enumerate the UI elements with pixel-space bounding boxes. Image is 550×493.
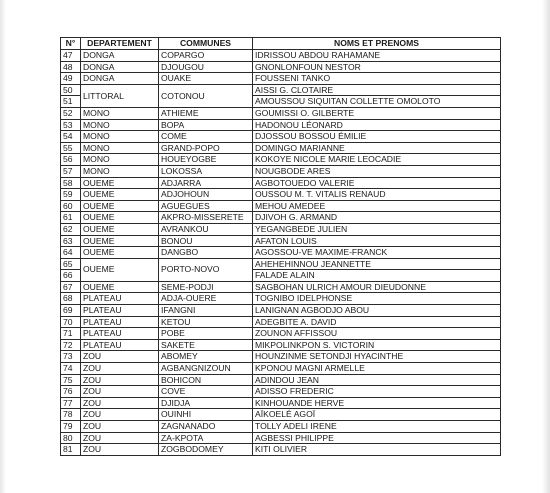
header-departement: DEPARTEMENT [81, 38, 159, 50]
cell-name: GOUMISSI O. GILBERTE [253, 107, 501, 119]
cell-num: 56 [61, 154, 81, 166]
cell-departement: MONO [81, 165, 159, 177]
cell-commune: OUINHI [159, 409, 253, 421]
cell-commune: COVE [159, 386, 253, 398]
cell-commune: COPARGO [159, 50, 253, 62]
cell-name: AÏKOELÉ AGOÏ [253, 409, 501, 421]
cell-departement: DONGA [81, 61, 159, 73]
table-row [61, 212, 501, 224]
table-row [61, 235, 501, 247]
cell-num: 75 [61, 374, 81, 386]
cell-departement: MONO [81, 154, 159, 166]
cell-name: AFATON LOUIS [253, 235, 501, 247]
table-header [61, 38, 501, 50]
cell-commune: PORTO-NOVO [159, 258, 253, 281]
cell-name: DOMINGO MARIANNE [253, 142, 501, 154]
cell-name: HOUNZINME SETONDJI HYACINTHE [253, 351, 501, 363]
cell-name: ADEGBITE A. DAVID [253, 316, 501, 328]
cell-commune: BOPA [159, 119, 253, 131]
cell-num: 80 [61, 432, 81, 444]
cell-name: DJOSSOU BOSSOU ÉMILIE [253, 131, 501, 143]
table-row [61, 177, 501, 189]
cell-departement: ZOU [81, 386, 159, 398]
cell-num: 50 [61, 84, 81, 96]
table-row [61, 281, 501, 293]
cell-departement: OUEME [81, 223, 159, 235]
cell-departement: MONO [81, 131, 159, 143]
cell-name: MIKPOLINKPON S. VICTORIN [253, 339, 501, 351]
cell-name: KPONOU MAGNI ARMELLE [253, 363, 501, 375]
cell-commune: ZAGNANADO [159, 421, 253, 433]
cell-num: 47 [61, 50, 81, 62]
cell-num: 61 [61, 212, 81, 224]
cell-name: SAGBOHAN ULRICH AMOUR DIEUDONNE [253, 281, 501, 293]
table-row [61, 397, 501, 409]
cell-departement: ZOU [81, 363, 159, 375]
page-edge-shadow [0, 0, 6, 493]
cell-num: 74 [61, 363, 81, 375]
cell-commune: ADJARRA [159, 177, 253, 189]
cell-commune: AKPRO-MISSERETE [159, 212, 253, 224]
cell-departement: OUEME [81, 177, 159, 189]
cell-departement: ZOU [81, 444, 159, 456]
cell-name: AGOSSOU-VE MAXIME-FRANCK [253, 247, 501, 259]
cell-commune: POBE [159, 328, 253, 340]
cell-num: 51 [61, 96, 81, 108]
table-row [61, 421, 501, 433]
cell-num: 72 [61, 339, 81, 351]
cell-num: 54 [61, 131, 81, 143]
cell-commune: BONOU [159, 235, 253, 247]
cell-commune: GRAND-POPO [159, 142, 253, 154]
cell-commune: ADJA-OUERE [159, 293, 253, 305]
table-row [61, 444, 501, 456]
cell-departement: OUEME [81, 258, 159, 281]
table-row [61, 328, 501, 340]
table-row [61, 374, 501, 386]
cell-commune: SEME-PODJI [159, 281, 253, 293]
cell-name: HADONOU LÉONARD [253, 119, 501, 131]
cell-commune: BOHICON [159, 374, 253, 386]
cell-num: 69 [61, 305, 81, 317]
cell-departement: ZOU [81, 432, 159, 444]
table-row [61, 142, 501, 154]
cell-name: LANIGNAN AGBODJO ABOU [253, 305, 501, 317]
cell-name: YEGANGBEDE JULIEN [253, 223, 501, 235]
cell-num: 55 [61, 142, 81, 154]
cell-num: 49 [61, 73, 81, 85]
cell-commune: ATHIEME [159, 107, 253, 119]
cell-commune: AGUEGUES [159, 200, 253, 212]
cell-name: FALADE ALAIN [253, 270, 501, 282]
table-row [61, 50, 501, 62]
cell-num: 59 [61, 189, 81, 201]
cell-commune: HOUEYOGBE [159, 154, 253, 166]
cell-name: KOKOYE NICOLE MARIE LEOCADIE [253, 154, 501, 166]
roster-table [60, 37, 501, 456]
cell-num: 58 [61, 177, 81, 189]
table-row [61, 73, 501, 85]
cell-name: AHEHEHINNOU JEANNETTE [253, 258, 501, 270]
table-row [61, 432, 501, 444]
table-row [61, 258, 501, 270]
cell-num: 76 [61, 386, 81, 398]
cell-commune: LOKOSSA [159, 165, 253, 177]
table-row [61, 107, 501, 119]
cell-num: 64 [61, 247, 81, 259]
cell-num: 52 [61, 107, 81, 119]
cell-commune: DJOUGOU [159, 61, 253, 73]
cell-commune: COTONOU [159, 84, 253, 107]
cell-departement: OUEME [81, 247, 159, 259]
cell-num: 53 [61, 119, 81, 131]
cell-departement: PLATEAU [81, 328, 159, 340]
table-row [61, 223, 501, 235]
cell-name: AISSI G. CLOTAIRE [253, 84, 501, 96]
cell-num: 62 [61, 223, 81, 235]
cell-departement: OUEME [81, 200, 159, 212]
table-row [61, 339, 501, 351]
cell-commune: ADJOHOUN [159, 189, 253, 201]
cell-num: 81 [61, 444, 81, 456]
cell-departement: ZOU [81, 397, 159, 409]
cell-num: 79 [61, 421, 81, 433]
table-row [61, 247, 501, 259]
cell-name: KITI OLIVIER [253, 444, 501, 456]
cell-name: NOUGBODE ARES [253, 165, 501, 177]
table-row [61, 386, 501, 398]
cell-departement: MONO [81, 142, 159, 154]
cell-departement: ZOU [81, 409, 159, 421]
cell-name: TOGNIBO IDELPHONSE [253, 293, 501, 305]
cell-num: 63 [61, 235, 81, 247]
table-row [61, 305, 501, 317]
cell-name: AGBOTOUEDO VALERIE [253, 177, 501, 189]
cell-commune: ABOMEY [159, 351, 253, 363]
cell-departement: LITTORAL [81, 84, 159, 107]
table-row [61, 316, 501, 328]
cell-num: 68 [61, 293, 81, 305]
table-row [61, 189, 501, 201]
cell-departement: OUEME [81, 189, 159, 201]
header-communes: COMMUNES [159, 38, 253, 50]
table-row [61, 154, 501, 166]
cell-num: 48 [61, 61, 81, 73]
cell-departement: PLATEAU [81, 293, 159, 305]
cell-name: ADINDOU JEAN [253, 374, 501, 386]
cell-num: 60 [61, 200, 81, 212]
cell-commune: ZOGBODOMEY [159, 444, 253, 456]
cell-num: 67 [61, 281, 81, 293]
cell-commune: SAKETE [159, 339, 253, 351]
cell-num: 78 [61, 409, 81, 421]
cell-name: AGBESSI PHILIPPE [253, 432, 501, 444]
cell-num: 71 [61, 328, 81, 340]
cell-departement: OUEME [81, 281, 159, 293]
table-row [61, 84, 501, 96]
cell-departement: PLATEAU [81, 339, 159, 351]
cell-departement: OUEME [81, 212, 159, 224]
cell-name: AMOUSSOU SIQUITAN COLLETTE OMOLOTO [253, 96, 501, 108]
cell-name: IDRISSOU ABDOU RAHAMANE [253, 50, 501, 62]
cell-commune: IFANGNI [159, 305, 253, 317]
cell-name: ZOUNON AFFISSOU [253, 328, 501, 340]
cell-commune: OUAKE [159, 73, 253, 85]
cell-commune: KETOU [159, 316, 253, 328]
cell-departement: OUEME [81, 235, 159, 247]
table-row [61, 363, 501, 375]
cell-name: ADISSO FREDERIC [253, 386, 501, 398]
cell-num: 73 [61, 351, 81, 363]
cell-departement: MONO [81, 107, 159, 119]
table-body [61, 50, 501, 456]
cell-name: OUSSOU M. T. VITALIS RENAUD [253, 189, 501, 201]
table-row [61, 293, 501, 305]
cell-name: KINHOUANDE HERVE [253, 397, 501, 409]
table-row [61, 131, 501, 143]
cell-commune: AVRANKOU [159, 223, 253, 235]
table-row [61, 409, 501, 421]
cell-name: GNONLONFOUN NESTOR [253, 61, 501, 73]
header-noms: NOMS ET PRENOMS [253, 38, 501, 50]
cell-departement: PLATEAU [81, 305, 159, 317]
cell-commune: DJIDJA [159, 397, 253, 409]
cell-num: 65 [61, 258, 81, 270]
table-row [61, 351, 501, 363]
cell-num: 70 [61, 316, 81, 328]
cell-departement: ZOU [81, 421, 159, 433]
cell-num: 57 [61, 165, 81, 177]
cell-departement: ZOU [81, 374, 159, 386]
cell-departement: PLATEAU [81, 316, 159, 328]
table-row [61, 200, 501, 212]
page-edge-shadow [542, 0, 550, 493]
cell-num: 77 [61, 397, 81, 409]
cell-departement: ZOU [81, 351, 159, 363]
table-row [61, 165, 501, 177]
cell-commune: COME [159, 131, 253, 143]
cell-num: 66 [61, 270, 81, 282]
table-row [61, 119, 501, 131]
cell-commune: DANGBO [159, 247, 253, 259]
table-row [61, 61, 501, 73]
header-row [61, 38, 501, 50]
cell-commune: ZA-KPOTA [159, 432, 253, 444]
cell-name: MEHOU AMEDEE [253, 200, 501, 212]
cell-name: TOLLY ADELI IRENE [253, 421, 501, 433]
header-num: N° [61, 38, 81, 50]
cell-departement: MONO [81, 119, 159, 131]
cell-name: DJIVOH G. ARMAND [253, 212, 501, 224]
cell-departement: DONGA [81, 50, 159, 62]
cell-departement: DONGA [81, 73, 159, 85]
cell-commune: AGBANGNIZOUN [159, 363, 253, 375]
cell-name: FOUSSENI TANKO [253, 73, 501, 85]
